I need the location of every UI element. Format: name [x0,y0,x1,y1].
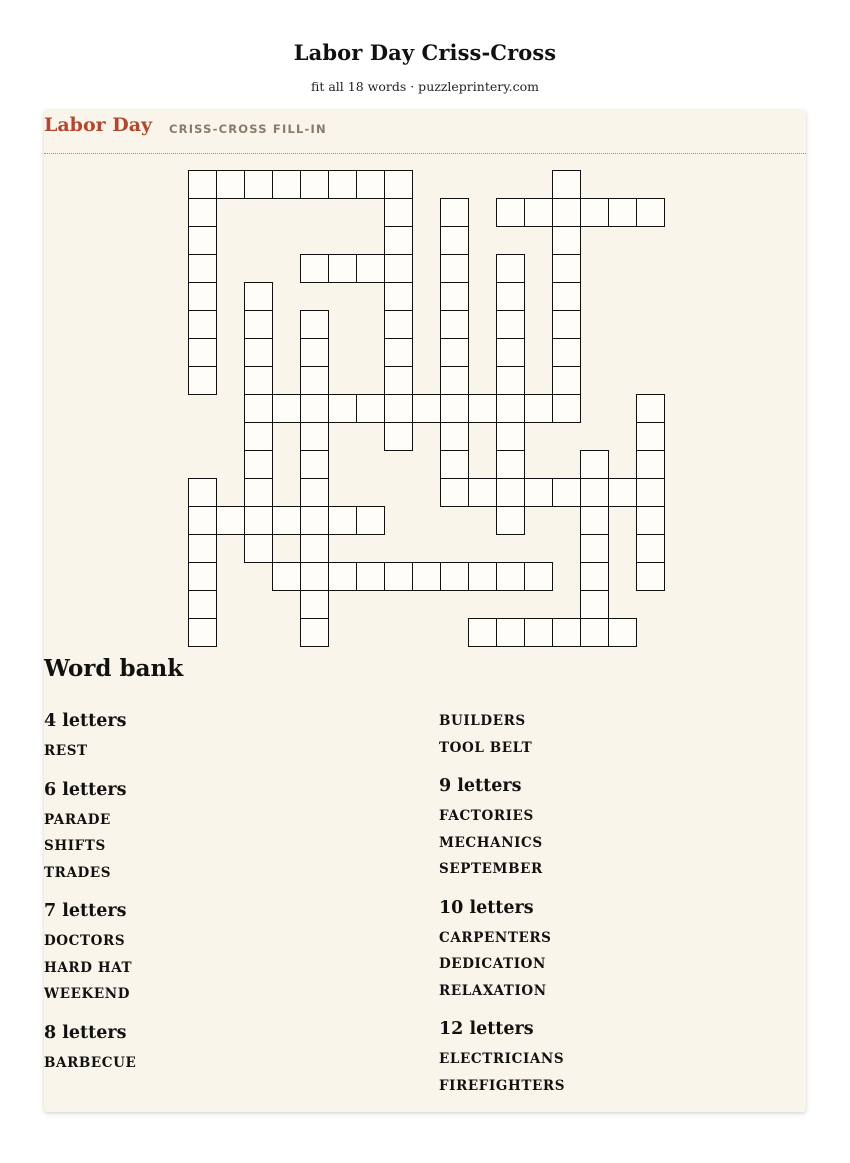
grid-cell[interactable] [496,618,525,647]
grid-cell[interactable] [300,534,329,563]
grid-cell[interactable] [300,170,329,199]
grid-cell[interactable] [328,562,357,591]
grid-cell[interactable] [216,170,245,199]
grid-cell[interactable] [440,562,469,591]
grid-cell[interactable] [272,394,301,423]
grid-cell[interactable] [356,394,385,423]
grid-cell[interactable] [440,198,469,227]
grid-cell[interactable] [384,394,413,423]
grid-cell[interactable] [300,450,329,479]
grid-cell[interactable] [636,562,665,591]
grid-cell[interactable] [188,198,217,227]
page-subtitle: fit all 18 words · puzzleprintery.com [311,79,539,94]
grid-cell[interactable] [552,478,581,507]
grid-cell[interactable] [552,170,581,199]
grid-cell[interactable] [300,394,329,423]
word-bank-word: SEPTEMBER [439,861,543,877]
word-bank-group-heading: 10 letters [439,897,534,918]
grid-cell[interactable] [188,254,217,283]
grid-cell[interactable] [496,310,525,339]
word-bank-word: DOCTORS [44,933,126,949]
grid-cell[interactable] [580,562,609,591]
word-bank-word: RELAXATION [439,982,547,999]
grid-cell[interactable] [552,310,581,339]
word-bank-title: Word bank [44,655,184,682]
grid-cell[interactable] [580,534,609,563]
grid-cell[interactable] [244,338,273,367]
grid-cell[interactable] [356,254,385,283]
grid-cell[interactable] [384,366,413,395]
grid-cell[interactable] [384,310,413,339]
grid-cell[interactable] [580,618,609,647]
grid-cell[interactable] [244,366,273,395]
grid-cell[interactable] [300,338,329,367]
grid-cell[interactable] [636,478,665,507]
grid-cell[interactable] [188,590,217,619]
grid-cell[interactable] [552,282,581,311]
page-title: Labor Day Criss-Cross [293,40,557,65]
word-bank-word: SHIFTS [44,838,106,854]
grid-cell[interactable] [188,618,217,647]
grid-cell[interactable] [300,562,329,591]
grid-cell[interactable] [496,282,525,311]
grid-cell[interactable] [328,254,357,283]
grid-cell[interactable] [580,198,609,227]
grid-cell[interactable] [188,534,217,563]
grid-cell[interactable] [300,478,329,507]
grid-cell[interactable] [580,590,609,619]
word-bank-column-right [439,708,819,1099]
grid-cell[interactable] [524,394,553,423]
word-bank-group-heading: 8 letters [44,1022,127,1043]
grid-cell[interactable] [384,338,413,367]
crossword-grid [44,110,806,655]
word-bank-word: HARD HAT [44,959,133,976]
grid-cell[interactable] [244,310,273,339]
grid-cell[interactable] [440,366,469,395]
grid-cell[interactable] [440,394,469,423]
grid-cell[interactable] [244,422,273,451]
grid-cell[interactable] [188,366,217,395]
grid-cell[interactable] [580,450,609,479]
word-bank-word: CARPENTERS [439,929,552,946]
grid-cell[interactable] [636,534,665,563]
word-bank-word: BUILDERS [439,713,526,729]
grid-cell[interactable] [552,254,581,283]
word-bank-word: ELECTRICIANS [439,1051,565,1067]
grid-cell[interactable] [440,422,469,451]
word-bank-word: BARBECUE [44,1054,137,1071]
grid-cell[interactable] [496,562,525,591]
grid-cell[interactable] [440,310,469,339]
word-bank-group-heading: 7 letters [44,901,127,921]
grid-cell[interactable] [384,254,413,283]
word-bank-word: WEEKEND [44,986,131,1002]
word-bank-word: FACTORIES [439,808,534,824]
card-kicker: CRISS-CROSS FILL-IN [169,122,327,136]
grid-cell[interactable] [188,506,217,535]
grid-cell[interactable] [580,478,609,507]
grid-cell[interactable] [636,450,665,479]
word-bank-word: TOOL BELT [439,739,533,756]
word-bank-word: DEDICATION [439,956,546,972]
grid-cell[interactable] [356,506,385,535]
grid-cell[interactable] [300,506,329,535]
grid-cell[interactable] [440,282,469,311]
puzzle-card [44,110,806,1112]
grid-cell[interactable] [384,198,413,227]
grid-cell[interactable] [384,282,413,311]
word-bank-group-heading: 12 letters [439,1019,534,1039]
grid-cell[interactable] [188,282,217,311]
grid-cell[interactable] [244,394,273,423]
grid-cell[interactable] [384,422,413,451]
grid-cell[interactable] [384,562,413,591]
grid-cell[interactable] [300,590,329,619]
grid-cell[interactable] [552,338,581,367]
grid-cell[interactable] [608,618,637,647]
grid-cell[interactable] [188,170,217,199]
grid-cell[interactable] [356,562,385,591]
grid-cell[interactable] [468,394,497,423]
grid-cell[interactable] [384,226,413,255]
grid-cell[interactable] [384,170,413,199]
grid-cell[interactable] [524,618,553,647]
grid-cell[interactable] [328,170,357,199]
grid-cell[interactable] [496,422,525,451]
grid-cell[interactable] [636,394,665,423]
grid-cell[interactable] [188,226,217,255]
grid-cell[interactable] [636,198,665,227]
word-bank-word: TRADES [44,864,112,881]
grid-cell[interactable] [636,506,665,535]
grid-cell[interactable] [496,394,525,423]
grid-cell[interactable] [440,478,469,507]
grid-cell[interactable] [496,506,525,535]
grid-cell[interactable] [552,198,581,227]
grid-cell[interactable] [244,170,273,199]
grid-cell[interactable] [216,506,245,535]
word-bank-word: REST [44,743,88,759]
grid-cell[interactable] [552,226,581,255]
grid-cell[interactable] [440,226,469,255]
grid-cell[interactable] [244,282,273,311]
grid-cell[interactable] [272,562,301,591]
grid-cell[interactable] [356,170,385,199]
grid-cell[interactable] [496,366,525,395]
grid-cell[interactable] [188,562,217,591]
grid-cell[interactable] [496,450,525,479]
grid-cell[interactable] [188,338,217,367]
grid-cell[interactable] [524,562,553,591]
grid-cell[interactable] [300,366,329,395]
grid-cell[interactable] [552,394,581,423]
grid-cell[interactable] [608,478,637,507]
word-bank-word: FIREFIGHTERS [439,1077,566,1094]
grid-cell[interactable] [636,422,665,451]
grid-cell[interactable] [440,338,469,367]
grid-cell[interactable] [188,310,217,339]
grid-cell[interactable] [300,254,329,283]
grid-cell[interactable] [468,562,497,591]
grid-cell[interactable] [440,450,469,479]
grid-cell[interactable] [300,618,329,647]
grid-cell[interactable] [524,198,553,227]
grid-cell[interactable] [496,254,525,283]
word-bank-word: MECHANICS [439,834,543,851]
grid-cell[interactable] [244,534,273,563]
grid-cell[interactable] [496,478,525,507]
grid-cell[interactable] [552,366,581,395]
grid-cell[interactable] [468,478,497,507]
grid-cell[interactable] [300,422,329,451]
grid-cell[interactable] [440,254,469,283]
grid-cell[interactable] [468,618,497,647]
grid-cell[interactable] [328,506,357,535]
grid-cell[interactable] [188,478,217,507]
word-bank-column-left [44,696,424,1076]
grid-cell[interactable] [300,310,329,339]
grid-cell[interactable] [272,506,301,535]
grid-cell[interactable] [244,450,273,479]
grid-cell[interactable] [496,198,525,227]
grid-cell[interactable] [580,506,609,535]
grid-cell[interactable] [244,478,273,507]
grid-cell[interactable] [552,618,581,647]
grid-cell[interactable] [524,478,553,507]
word-bank-group-heading: 9 letters [439,776,522,796]
word-bank-group-heading: 4 letters [44,711,127,731]
word-bank-group-heading: 6 letters [44,779,127,800]
grid-cell[interactable] [496,338,525,367]
grid-cell[interactable] [272,170,301,199]
grid-cell[interactable] [412,394,441,423]
word-bank-word: PARADE [44,811,111,828]
grid-cell[interactable] [608,198,637,227]
grid-cell[interactable] [328,394,357,423]
grid-cell[interactable] [412,562,441,591]
grid-cell[interactable] [244,506,273,535]
card-title: Labor Day [44,114,153,136]
